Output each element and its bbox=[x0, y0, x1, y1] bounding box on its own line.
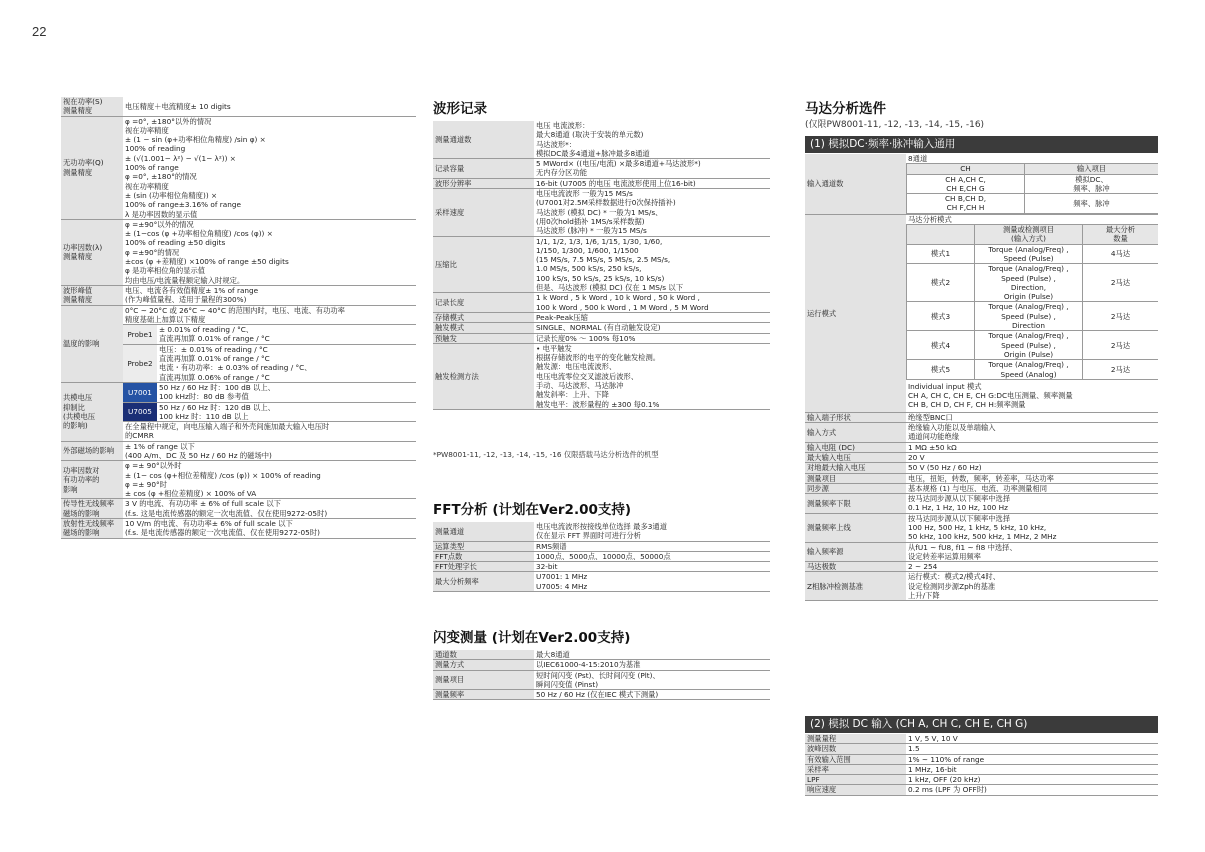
analog-dc-spec-value: 0.2 ms (LPF 为 OFF时) bbox=[906, 785, 1158, 795]
motor-spec-value: 绝缘型BNC口 bbox=[906, 412, 1158, 422]
analog-dc-spec-label: 采样率 bbox=[805, 764, 906, 774]
motor-spec-row bbox=[805, 542, 1158, 562]
flicker-spec-value: 50 Hz / 60 Hz (仅在IEC 模式下测量) bbox=[534, 690, 770, 700]
waveform-spec-row bbox=[433, 293, 770, 313]
mode-row bbox=[907, 264, 1159, 302]
influence-row bbox=[61, 441, 416, 461]
motor-subtitle: (仅限PW8001-11, -12, -13, -14, -15, -16) bbox=[805, 120, 985, 130]
page-number: 22 bbox=[32, 24, 47, 39]
mode-max-count: 4马达 bbox=[1083, 244, 1159, 264]
flicker-spec-label: 测量频率 bbox=[433, 690, 534, 700]
influence-label: 功率因数对 有功功率的 影响 bbox=[61, 461, 123, 499]
waveform-spec-label: 记录容量 bbox=[433, 159, 534, 179]
left-spec-column bbox=[61, 97, 416, 539]
individual-input-mode: Individual input 模式 CH A, CH C, CH E, CH G:DC电压测量、频率测量 CH B, CH D, CH F, CH H:频率测量 bbox=[908, 381, 1073, 410]
mode-header-blank bbox=[907, 225, 975, 245]
waveform-spec-value: 电压 电流波形： 最大8通道 (取决于安装的单元数) 马达波形*： 模拟DC最多4通道+脉冲最多8通道 bbox=[534, 121, 770, 159]
mode-name: 模式4 bbox=[907, 331, 975, 360]
waveform-section bbox=[433, 121, 770, 410]
motor-spec-value: 1 MΩ ±50 kΩ bbox=[906, 442, 1158, 452]
flicker-section bbox=[433, 650, 770, 700]
accuracy-value: φ =0°, ±180°以外的情况 视在功率精度 ± (1 − sin (φ+功率相位角精度) /sin φ) × 100% of reading ± (√(1.001− λ²) − √(1− λ²)) × 100% of range φ =0°, ±180°的情况 视在功率精度 ± (sin (功率相位角精度)) × 100% of range±3.16% of range λ 是功率因数的显示值 bbox=[123, 116, 416, 219]
mode-name: 模式5 bbox=[907, 360, 975, 380]
waveform-spec-label: 记录长度 bbox=[433, 293, 534, 313]
analog-dc-spec-value: 1 MHz, 16-bit bbox=[906, 764, 1158, 774]
u7001-value: 50 Hz / 60 Hz 时：100 dB 以上、 100 kHz时：80 dB 参考值 bbox=[157, 382, 416, 402]
mode-name: 模式1 bbox=[907, 244, 975, 264]
accuracy-value: 电压、电流各有效值精度± 1% of range (作为峰值量程、适用于量程的300%) bbox=[123, 285, 416, 305]
flicker-spec-value: 短时间闪变 (Pst)、长时间闪变 (Plt)、 瞬间闪变值 (Pinst) bbox=[534, 670, 770, 690]
motor-section2-header: (2) 模拟 DC 输入 (CH A, CH C, CH E, CH G) bbox=[805, 716, 1158, 733]
probe1-value: ± 0.01% of reading / °C、 直流再加算 0.01% of range / °C bbox=[157, 325, 416, 345]
fft-spec-label: FFT点数 bbox=[433, 551, 534, 561]
analog-dc-spec-label: 测量量程 bbox=[805, 734, 906, 744]
mode-name: 模式3 bbox=[907, 302, 975, 331]
mode-items: Torque (Analog/Freq) , Speed (Pulse) , Direction bbox=[975, 302, 1083, 331]
mode-name: 模式2 bbox=[907, 264, 975, 302]
channel-input-items: 频率、脉冲 bbox=[1025, 194, 1159, 214]
waveform-spec-row bbox=[433, 178, 770, 188]
motor-spec-label: 测量频率下限 bbox=[805, 494, 906, 514]
fft-spec-label: 测量通道 bbox=[433, 522, 534, 541]
input-channels-cell bbox=[906, 154, 1158, 214]
motor-spec-value: 基本规格 (1) 与电压、电流、功率测量相同 bbox=[906, 483, 1158, 493]
analog-dc-spec-row bbox=[805, 754, 1158, 764]
influence-value: φ =± 90°以外时 ± (1− cos (φ+相位差精度) /cos (φ)) × 100% of reading φ =± 90°时 ± cos (φ +相位差精度) × 100% of VA bbox=[123, 461, 416, 499]
waveform-table bbox=[433, 121, 770, 410]
analog-dc-spec-label: 波峰因数 bbox=[805, 744, 906, 754]
fft-spec-label: 运算类型 bbox=[433, 541, 534, 551]
mode-items: Torque (Analog/Freq) , Speed (Pulse) , Direction, Origin (Pulse) bbox=[975, 264, 1083, 302]
accuracy-label: 功率因数(λ) 测量精度 bbox=[61, 219, 123, 285]
mode-max-count: 2马达 bbox=[1083, 264, 1159, 302]
channel-names: CH A,CH C, CH E,CH G bbox=[907, 174, 1025, 194]
motor-spec-row bbox=[805, 473, 1158, 483]
motor-spec-label: 最大输入电压 bbox=[805, 452, 906, 462]
waveform-spec-label: 触发检测方法 bbox=[433, 343, 534, 409]
fft-spec-value: U7001: 1 MHz U7005: 4 MHz bbox=[534, 572, 770, 592]
fft-spec-value: RMS频谱 bbox=[534, 541, 770, 551]
fft-spec-label: FFT处理字长 bbox=[433, 562, 534, 572]
accuracy-table bbox=[61, 97, 416, 539]
fft-spec-row bbox=[433, 551, 770, 561]
flicker-spec-row bbox=[433, 670, 770, 690]
fft-spec-value: 1000点、5000点、10000点、50000点 bbox=[534, 551, 770, 561]
motor-spec-label: Z相脉冲检测基准 bbox=[805, 572, 906, 601]
motor-analysis-mode-title: 马达分析模式 bbox=[908, 214, 952, 224]
temp-influence-label: 温度的影响 bbox=[61, 305, 123, 382]
influence-row bbox=[61, 519, 416, 539]
input-channels-table bbox=[906, 163, 1158, 213]
mode-items: Torque (Analog/Freq) , Speed (Analog) bbox=[975, 360, 1083, 380]
channel-names: CH B,CH D, CH F,CH H bbox=[907, 194, 1025, 214]
mode-max-count: 2马达 bbox=[1083, 302, 1159, 331]
analog-dc-spec-row bbox=[805, 764, 1158, 774]
waveform-spec-label: 触发模式 bbox=[433, 323, 534, 333]
accuracy-row bbox=[61, 219, 416, 285]
accuracy-row bbox=[61, 285, 416, 305]
motor-spec-row bbox=[805, 463, 1158, 473]
analog-dc-table bbox=[805, 734, 1158, 796]
motor-spec-value: 电压，扭矩，转数，频率，转差率，马达功率 bbox=[906, 473, 1158, 483]
cmrr-note: 在全量程中规定，向电压输入端子和外壳间施加最大输入电压时 的CMRR bbox=[123, 422, 416, 442]
fft-spec-value: 电压电流波形按接线单位选择 最多3通道 仅在显示 FFT 界面时可进行分析 bbox=[534, 522, 770, 541]
motor-spec-value: 按马达同步源从以下频率中选择 100 Hz, 500 Hz, 1 kHz, 5 kHz, 10 kHz, 50 kHz, 100 kHz, 500 kHz, 1 MHz, 2 MHz bbox=[906, 513, 1158, 542]
motor-spec-value: 按马达同步源从以下频率中选择 0.1 Hz, 1 Hz, 10 Hz, 100 Hz bbox=[906, 494, 1158, 514]
motor-spec-row bbox=[805, 442, 1158, 452]
analog-dc-spec-value: 1 kHz, OFF (20 kHz) bbox=[906, 775, 1158, 785]
waveform-spec-value: 记录长度0% ～ 100% 每10% bbox=[534, 333, 770, 343]
fft-spec-row bbox=[433, 522, 770, 541]
waveform-spec-value: • 电平触发 根据存储波形的电平的变化触发检测。 触发源：电压电流波形、 电压电流零位交叉滤波后波形、 手动、马达波形、马达脉冲 触发斜率：上升、下降 触发电平：波形量程的 ±300 每0.1% bbox=[534, 343, 770, 409]
influence-value: 3 V 的电流、有功功率 ± 6% of full scale 以下 (f.s. 这是电流传感器的额定一次电流值、仅在使用9272-05时) bbox=[123, 499, 416, 519]
influence-label: 传导性无线频率 磁场的影响 bbox=[61, 499, 123, 519]
flicker-title: 闪变测量 (计划在Ver2.00支持) bbox=[433, 630, 631, 646]
motor-section2 bbox=[805, 734, 1158, 796]
influence-label: 外部磁场的影响 bbox=[61, 441, 123, 461]
mode-row bbox=[907, 244, 1159, 264]
analog-dc-spec-value: 1 V, 5 V, 10 V bbox=[906, 734, 1158, 744]
u7005-value: 50 Hz / 60 Hz 时：120 dB 以上、 100 kHz 时：110 dB 以上 bbox=[157, 402, 416, 422]
waveform-spec-value: 16-bit (U7005 的电压 电流波形使用上位16-bit) bbox=[534, 178, 770, 188]
measure-item-header: 测量或检测项目 (输入方式) bbox=[975, 225, 1083, 245]
motor-spec-label: 输入端子形状 bbox=[805, 412, 906, 422]
motor-section1 bbox=[805, 154, 1158, 601]
run-mode-table bbox=[906, 224, 1158, 380]
analog-dc-spec-row bbox=[805, 744, 1158, 754]
probe2-value: 电压：± 0.01% of reading / °C 直流再加算 0.01% of range / °C 电流・有功功率：± 0.03% of reading / °C、 直流再加算 0.06% of range / °C bbox=[157, 344, 416, 382]
motor-title: 马达分析选件 bbox=[805, 101, 886, 117]
flicker-spec-value: 最大8通道 bbox=[534, 650, 770, 660]
flicker-table bbox=[433, 650, 770, 700]
flicker-spec-label: 测量项目 bbox=[433, 670, 534, 690]
waveform-spec-row bbox=[433, 189, 770, 236]
waveform-spec-row bbox=[433, 333, 770, 343]
analog-dc-spec-value: 1.5 bbox=[906, 744, 1158, 754]
mode-items: Torque (Analog/Freq) , Speed (Pulse) , Origin (Pulse) bbox=[975, 331, 1083, 360]
temp-influence-general: 0°C ~ 20°C 或 26°C ~ 40°C 的范围内时，电压、电流、有功功率 精度基础上加算以下精度 bbox=[123, 305, 416, 325]
waveform-footnote: *PW8001-11, -12, -13, -14, -15, -16 仅限搭载马达分析选件的机型 bbox=[433, 450, 659, 459]
run-mode-label: 运行模式 bbox=[805, 214, 906, 412]
input-item-header: 输入项目 bbox=[1025, 164, 1159, 174]
input-channels-label: 输入通道数 bbox=[805, 154, 906, 214]
motor-spec-label: 对地最大输入电压 bbox=[805, 463, 906, 473]
mode-row bbox=[907, 360, 1159, 380]
motor-spec-value: 运行模式：模式2/模式4时、 设定检测同步源Zph的基准 上升/下降 bbox=[906, 572, 1158, 601]
accuracy-row bbox=[61, 97, 416, 116]
analog-dc-spec-label: LPF bbox=[805, 775, 906, 785]
waveform-spec-value: 电压电流波形 一般为15 MS/s (U7001对2.5M采样数据进行0次保持插补) 马达波形 (模拟 DC) * 一般为1 MS/s、 (用0次hold插补 1MS/s采样数据) 马达波形 (脉冲) * 一般为15 MS/s bbox=[534, 189, 770, 236]
motor-spec-row bbox=[805, 483, 1158, 493]
fft-spec-value: 32-bit bbox=[534, 562, 770, 572]
waveform-spec-value: SINGLE、NORMAL (有自动触发设定) bbox=[534, 323, 770, 333]
u7001-badge: U7001 bbox=[123, 382, 157, 402]
channel-row bbox=[907, 194, 1159, 214]
fft-title: FFT分析 (计划在Ver2.00支持) bbox=[433, 502, 632, 518]
cmrr-label: 共模电压 抑制比 (共模电压 的影响) bbox=[61, 382, 123, 441]
waveform-spec-label: 压缩比 bbox=[433, 236, 534, 293]
accuracy-value: 电压精度＋电流精度± 10 digits bbox=[123, 97, 416, 116]
motor-spec-label: 同步源 bbox=[805, 483, 906, 493]
probe2-label: Probe2 bbox=[123, 344, 157, 382]
max-count-header: 最大分析 数量 bbox=[1083, 225, 1159, 245]
analog-dc-spec-label: 有效输入范围 bbox=[805, 754, 906, 764]
input-channels-count: 8通道 bbox=[908, 154, 928, 163]
motor-spec-row bbox=[805, 412, 1158, 422]
waveform-spec-value: Peak-Peak压缩 bbox=[534, 312, 770, 322]
mode-items: Torque (Analog/Freq) , Speed (Pulse) bbox=[975, 244, 1083, 264]
analog-dc-spec-row bbox=[805, 785, 1158, 795]
motor-spec-row bbox=[805, 572, 1158, 601]
mode-row bbox=[907, 302, 1159, 331]
run-mode-cell bbox=[906, 214, 1158, 412]
waveform-spec-row bbox=[433, 121, 770, 159]
u7005-badge: U7005 bbox=[123, 402, 157, 422]
motor-spec-label: 输入电阻 (DC) bbox=[805, 442, 906, 452]
waveform-spec-row bbox=[433, 343, 770, 409]
waveform-spec-row bbox=[433, 323, 770, 333]
accuracy-label: 波形峰值 测量精度 bbox=[61, 285, 123, 305]
channel-row bbox=[907, 174, 1159, 194]
accuracy-label: 无功功率(Q) 测量精度 bbox=[61, 116, 123, 219]
motor-spec-value: 2 ~ 254 bbox=[906, 562, 1158, 572]
waveform-spec-label: 存储模式 bbox=[433, 312, 534, 322]
waveform-spec-row bbox=[433, 312, 770, 322]
motor-spec-row bbox=[805, 452, 1158, 462]
probe1-label: Probe1 bbox=[123, 325, 157, 345]
influence-label: 放射性无线频率 磁场的影响 bbox=[61, 519, 123, 539]
mode-max-count: 2马达 bbox=[1083, 331, 1159, 360]
motor-spec-value: 20 V bbox=[906, 452, 1158, 462]
channel-input-items: 模拟DC、 频率、脉冲 bbox=[1025, 174, 1159, 194]
waveform-spec-label: 采样速度 bbox=[433, 189, 534, 236]
motor-table bbox=[805, 154, 1158, 601]
motor-spec-label: 测量项目 bbox=[805, 473, 906, 483]
flicker-spec-row bbox=[433, 660, 770, 670]
influence-row bbox=[61, 499, 416, 519]
mode-max-count: 2马达 bbox=[1083, 360, 1159, 380]
ch-header: CH bbox=[907, 164, 1025, 174]
motor-spec-label: 马达极数 bbox=[805, 562, 906, 572]
motor-section1-header: (1) 模拟DC·频率·脉冲输入通用 bbox=[805, 136, 1158, 153]
waveform-spec-value: 1 k Word , 5 k Word , 10 k Word , 50 k Word , 100 k Word , 500 k Word , 1 M Word , 5 M Word bbox=[534, 293, 770, 313]
flicker-spec-label: 测量方式 bbox=[433, 660, 534, 670]
analog-dc-spec-label: 响应速度 bbox=[805, 785, 906, 795]
motor-spec-label: 输入频率源 bbox=[805, 542, 906, 562]
fft-spec-row bbox=[433, 572, 770, 592]
fft-table bbox=[433, 522, 770, 592]
motor-spec-value: 绝缘输入功能以及单端输入 通道间功能绝缘 bbox=[906, 423, 1158, 443]
motor-spec-value: 50 V (50 Hz / 60 Hz) bbox=[906, 463, 1158, 473]
fft-section bbox=[433, 522, 770, 592]
flicker-spec-label: 通道数 bbox=[433, 650, 534, 660]
fft-spec-row bbox=[433, 541, 770, 551]
waveform-spec-value: 5 MWord× ((电压/电流) ×最多8通道+马达波形*) 无内存分区功能 bbox=[534, 159, 770, 179]
fft-spec-label: 最大分析频率 bbox=[433, 572, 534, 592]
waveform-spec-value: 1/1, 1/2, 1/3, 1/6, 1/15, 1/30, 1/60, 1/150, 1/300, 1/600, 1/1500 (15 MS/s, 7.5 MS/s, 5 MS/s, 2.5 MS/s, 1.0 MS/s, 500 kS/s, 250 kS/s, 100 kS/s, 50 kS/s, 25 kS/s, 10 kS/s) 但是、马达波形 (模拟 DC) 仅在 1 MS/s 以下 bbox=[534, 236, 770, 293]
analog-dc-spec-row bbox=[805, 775, 1158, 785]
flicker-spec-value: 以IEC61000-4-15:2010为基准 bbox=[534, 660, 770, 670]
influence-value: 10 V/m 的电流、有功功率± 6% of full scale 以下 (f.s. 是电流传感器的额定一次电流值、仅在使用9272-05时) bbox=[123, 519, 416, 539]
accuracy-value: φ =±90°以外的情况 ± (1−cos (φ +功率相位角精度) /cos (φ)) × 100% of reading ±50 digits φ =±90°的情况 ±cos (φ +差精度) ×100% of range ±50 digits φ 是功率相位角的显示值 均由电压/电流量程额定输入时规定。 bbox=[123, 219, 416, 285]
motor-spec-row bbox=[805, 562, 1158, 572]
waveform-spec-label: 波形分辨率 bbox=[433, 178, 534, 188]
fft-spec-row bbox=[433, 562, 770, 572]
accuracy-label: 视在功率(S) 测量精度 bbox=[61, 97, 123, 116]
analog-dc-spec-row bbox=[805, 734, 1158, 744]
motor-spec-label: 输入方式 bbox=[805, 423, 906, 443]
flicker-spec-row bbox=[433, 690, 770, 700]
waveform-title: 波形记录 bbox=[433, 101, 487, 117]
accuracy-row bbox=[61, 116, 416, 219]
flicker-spec-row bbox=[433, 650, 770, 660]
waveform-spec-row bbox=[433, 159, 770, 179]
waveform-spec-label: 测量通道数 bbox=[433, 121, 534, 159]
influence-value: ± 1% of range 以下 (400 A/m、DC 及 50 Hz / 60 Hz 的磁场中) bbox=[123, 441, 416, 461]
motor-spec-label: 测量频率上线 bbox=[805, 513, 906, 542]
waveform-spec-row bbox=[433, 236, 770, 293]
motor-spec-row bbox=[805, 513, 1158, 542]
motor-spec-row bbox=[805, 423, 1158, 443]
analog-dc-spec-value: 1% ~ 110% of range bbox=[906, 754, 1158, 764]
motor-spec-value: 从fU1 ~ fU8, fI1 ~ fI8 中选择、 设定转差率运算用频率 bbox=[906, 542, 1158, 562]
mode-row bbox=[907, 331, 1159, 360]
influence-row bbox=[61, 461, 416, 499]
motor-spec-row bbox=[805, 494, 1158, 514]
waveform-spec-label: 预触发 bbox=[433, 333, 534, 343]
